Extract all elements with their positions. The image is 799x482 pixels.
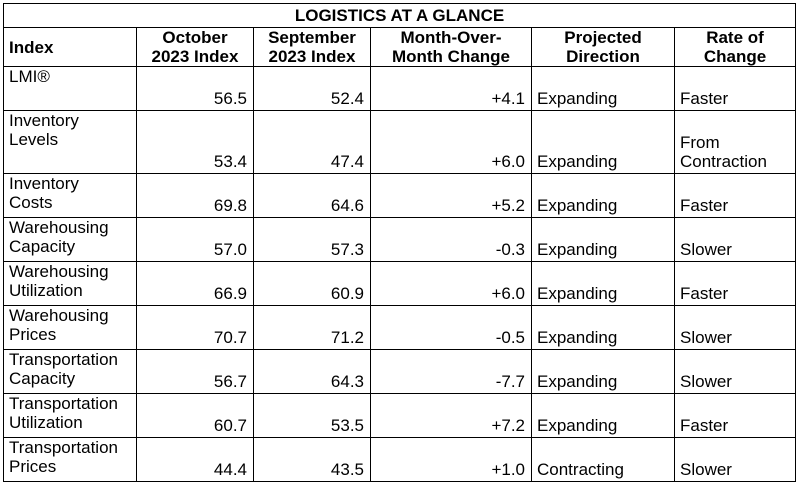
- rate-of-change-line-1: From: [680, 133, 720, 152]
- header-direction-line-1: Projected: [564, 28, 642, 47]
- table-row: [4, 174, 796, 218]
- index-name-cell: [4, 174, 137, 218]
- september-value: 60.9: [254, 262, 371, 306]
- table-row: [4, 394, 796, 438]
- index-name-cell: [4, 111, 137, 174]
- index-name-cell: [4, 67, 137, 111]
- index-name-line-1: Warehousing: [9, 218, 109, 237]
- september-value: 53.5: [254, 394, 371, 438]
- header-projected-direction: [532, 28, 675, 67]
- table-row: [4, 438, 796, 482]
- header-october: [137, 28, 254, 67]
- projected-direction-value: Expanding: [532, 111, 675, 174]
- index-name-line-1: Transportation: [9, 394, 118, 413]
- month-change-value: +5.2: [371, 174, 532, 218]
- header-october-line-2: 2023 Index: [151, 47, 239, 66]
- september-value: 43.5: [254, 438, 371, 482]
- header-rate-line-1: Rate of: [706, 28, 764, 47]
- month-change-value: -0.5: [371, 306, 532, 350]
- rate-of-change-value: Slower: [680, 328, 732, 347]
- rate-of-change-cell: [675, 350, 796, 394]
- logistics-table: [3, 3, 796, 482]
- index-name-line-1: Warehousing: [9, 262, 109, 281]
- rate-of-change-value: Faster: [680, 284, 729, 303]
- rate-of-change-cell: [675, 67, 796, 111]
- projected-direction-value: Expanding: [532, 174, 675, 218]
- header-index: [4, 28, 137, 67]
- index-name-cell: [4, 218, 137, 262]
- index-name-cell: [4, 350, 137, 394]
- table-title: LOGISTICS AT A GLANCE: [4, 4, 796, 28]
- september-value: 64.6: [254, 174, 371, 218]
- october-value: 60.7: [137, 394, 254, 438]
- index-name-cell: [4, 306, 137, 350]
- index-name-cell: [4, 262, 137, 306]
- table-row: [4, 111, 796, 174]
- header-october-line-1: October: [162, 28, 228, 47]
- projected-direction-value: Expanding: [532, 262, 675, 306]
- rate-of-change-value: Slower: [680, 372, 732, 391]
- rate-of-change-cell: [675, 174, 796, 218]
- projected-direction-value: Expanding: [532, 67, 675, 111]
- rate-of-change-value: Faster: [680, 196, 729, 215]
- rate-of-change-value: Faster: [680, 89, 729, 108]
- month-change-value: +6.0: [371, 111, 532, 174]
- index-name-cell: [4, 438, 137, 482]
- header-mom-line-1: Month-Over-: [400, 28, 502, 47]
- header-rate-of-change: [675, 28, 796, 67]
- logistics-table-container: [3, 3, 796, 482]
- rate-of-change-value: Faster: [680, 416, 729, 435]
- rate-of-change-cell: [675, 111, 796, 174]
- month-change-value: +4.1: [371, 67, 532, 111]
- projected-direction-value: Expanding: [532, 394, 675, 438]
- header-september-line-1: September: [268, 28, 356, 47]
- rate-of-change-cell: [675, 262, 796, 306]
- rate-of-change-cell: [675, 306, 796, 350]
- header-index-label: Index: [9, 37, 54, 57]
- index-name-line-2: Capacity: [9, 237, 76, 256]
- month-change-value: -7.7: [371, 350, 532, 394]
- month-change-value: +1.0: [371, 438, 532, 482]
- index-name-line-2: Utilization: [9, 413, 83, 432]
- index-name-line-1: Transportation: [9, 438, 118, 457]
- projected-direction-value: Expanding: [532, 350, 675, 394]
- september-value: 71.2: [254, 306, 371, 350]
- rate-of-change-cell: [675, 438, 796, 482]
- month-change-value: +6.0: [371, 262, 532, 306]
- index-name-line-2: Levels: [9, 130, 59, 149]
- index-name-line-1: Transportation: [9, 350, 118, 369]
- rate-of-change-value: Slower: [680, 460, 732, 479]
- table-row: [4, 218, 796, 262]
- header-row: [4, 28, 796, 67]
- rate-of-change-cell: [675, 218, 796, 262]
- october-value: 69.8: [137, 174, 254, 218]
- september-value: 57.3: [254, 218, 371, 262]
- october-value: 56.5: [137, 67, 254, 111]
- october-value: 57.0: [137, 218, 254, 262]
- projected-direction-value: Expanding: [532, 218, 675, 262]
- table-row: [4, 67, 796, 111]
- table-row: [4, 350, 796, 394]
- index-name-line-1: Warehousing: [9, 306, 109, 325]
- index-name-cell: [4, 394, 137, 438]
- table-row: [4, 306, 796, 350]
- index-name-line-2: Utilization: [9, 281, 83, 300]
- rate-of-change-value: Slower: [680, 240, 732, 259]
- october-value: 70.7: [137, 306, 254, 350]
- projected-direction-value: Contracting: [532, 438, 675, 482]
- september-value: 64.3: [254, 350, 371, 394]
- rate-of-change-line-2: Contraction: [680, 152, 767, 171]
- index-name: LMI®: [9, 67, 50, 86]
- index-name-line-2: Capacity: [9, 369, 76, 388]
- index-name-line-2: Prices: [9, 325, 57, 344]
- september-value: 47.4: [254, 111, 371, 174]
- october-value: 56.7: [137, 350, 254, 394]
- table-row: [4, 262, 796, 306]
- index-name-line-1: Inventory: [9, 174, 79, 193]
- rate-of-change-cell: [675, 394, 796, 438]
- september-value: 52.4: [254, 67, 371, 111]
- october-value: 44.4: [137, 438, 254, 482]
- header-september-line-2: 2023 Index: [268, 47, 356, 66]
- index-name-line-2: Costs: [9, 193, 53, 212]
- october-value: 66.9: [137, 262, 254, 306]
- month-change-value: -0.3: [371, 218, 532, 262]
- index-name-line-2: Prices: [9, 457, 57, 476]
- header-mom-line-2: Month Change: [391, 47, 511, 66]
- header-rate-line-2: Change: [703, 47, 767, 66]
- october-value: 53.4: [137, 111, 254, 174]
- header-september: [254, 28, 371, 67]
- month-change-value: +7.2: [371, 394, 532, 438]
- header-month-over-month: [371, 28, 532, 67]
- title-row: [4, 4, 796, 28]
- index-name-line-1: Inventory: [9, 111, 79, 130]
- header-direction-line-2: Direction: [566, 47, 640, 66]
- projected-direction-value: Expanding: [532, 306, 675, 350]
